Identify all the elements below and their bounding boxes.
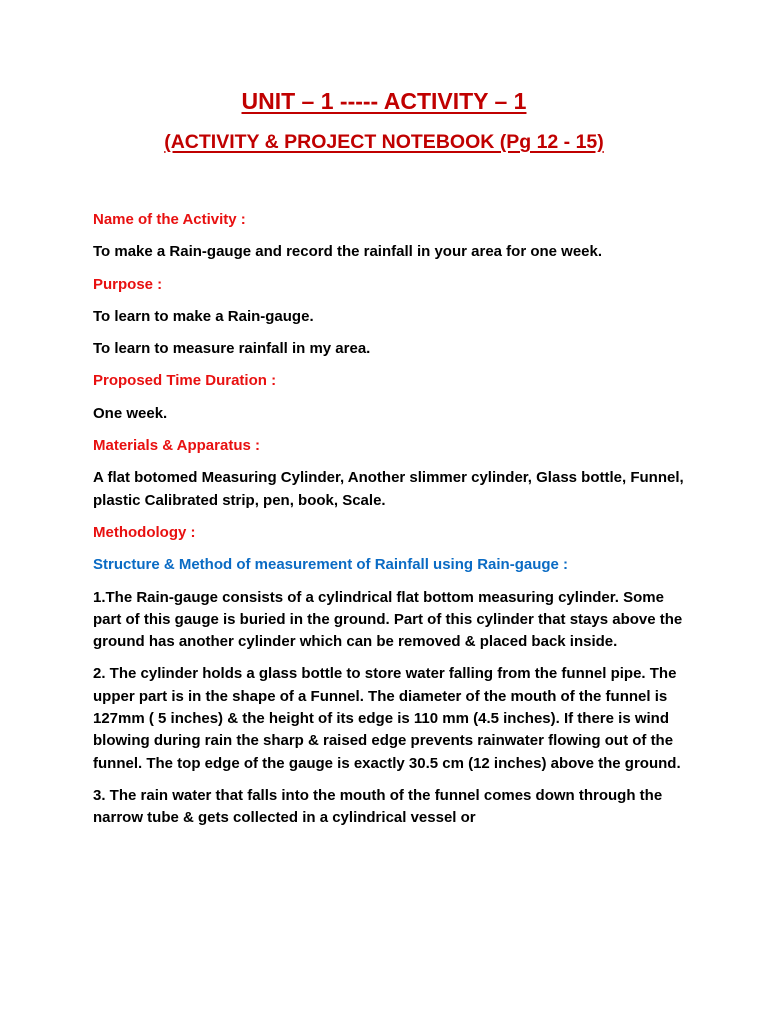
purpose-item-1: To learn to make a Rain-gauge. — [93, 307, 314, 325]
purpose-heading: Purpose : — [93, 275, 163, 293]
duration-text: One week. — [93, 404, 168, 422]
materials-heading: Materials & Apparatus : — [93, 437, 260, 455]
methodology-heading: Methodology : — [93, 523, 196, 541]
duration-heading: Proposed Time Duration : — [93, 372, 277, 390]
activity-name-text: To make a Rain-gauge and record the rainfall in your area for one week. — [93, 243, 603, 261]
method-step-1: 1.The Rain-gauge consists of a cylindrical flat bottom measuring cylinder. Some part of this gauge is buried in the ground. Part of this cylinder that stays above the ground has another cylinder which can be removed & placed back inside. — [93, 588, 683, 651]
materials-text: A flat botomed Measuring Cylinder, Another slimmer cylinder, Glass bottle, Funnel, plastic Calibrated strip, pen, book, Scale. — [93, 469, 684, 509]
document-body — [93, 209, 693, 840]
page-title: UNIT – 1 ----- ACTIVITY – 1 — [241, 88, 527, 114]
activity-name-heading: Name of the Activity : — [93, 211, 246, 228]
method-step-2: 2. The cylinder holds a glass bottle to store water falling from the funnel pipe. The upper part is in the shape of a Funnel. The diameter of the mouth of the funnel is 127mm ( 5 inches) & the height of its edge is 110 mm (4.5 inches). If there is wind blowing during rain the sharp & raised edge prevents rainwater flowing out of the funnel. The top edge of the gauge is exactly 30.5 cm (12 inches) above the ground. — [93, 665, 681, 772]
purpose-item-2: To learn to measure rainfall in my area. — [93, 340, 371, 358]
page-subtitle: (ACTIVITY & PROJECT NOTEBOOK (Pg 12 - 15) — [164, 131, 604, 153]
method-subheading: Structure & Method of measurement of Rainfall using Rain-gauge : — [93, 556, 569, 574]
method-step-3: 3. The rain water that falls into the mouth of the funnel comes down through the narrow tube & gets collected in a cylindrical vessel or — [93, 786, 663, 827]
